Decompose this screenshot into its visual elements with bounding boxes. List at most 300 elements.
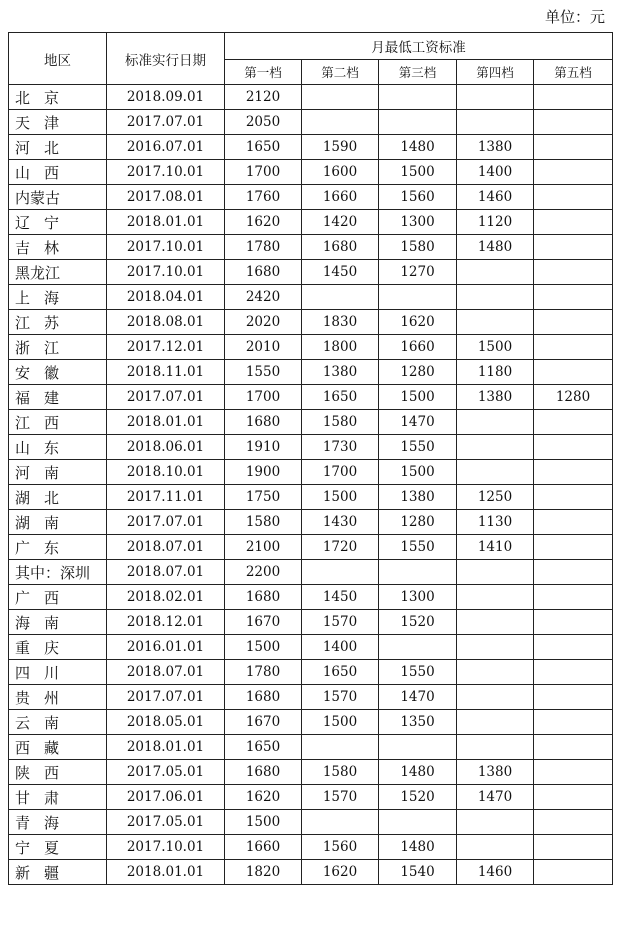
cell-tier-4	[457, 660, 534, 685]
table-row	[9, 710, 613, 735]
cell-region	[9, 660, 107, 685]
table-row	[9, 460, 613, 485]
cell-tier-3	[379, 735, 457, 760]
cell-tier-4: 1180	[457, 360, 534, 385]
cell-tier-1: 1620	[225, 785, 302, 810]
header-group: 月最低工资标准	[225, 33, 613, 60]
cell-tier-5	[534, 835, 613, 860]
table-row	[9, 610, 613, 635]
cell-date: 2018.11.01	[107, 360, 225, 385]
table-row	[9, 835, 613, 860]
cell-tier-4	[457, 260, 534, 285]
cell-tier-4: 1480	[457, 235, 534, 260]
cell-tier-3: 1300	[379, 210, 457, 235]
cell-tier-5	[534, 135, 613, 160]
cell-tier-3: 1620	[379, 310, 457, 335]
cell-tier-5	[534, 235, 613, 260]
cell-region	[9, 785, 107, 810]
cell-tier-3	[379, 560, 457, 585]
cell-tier-2: 1680	[302, 235, 379, 260]
cell-date: 2017.07.01	[107, 385, 225, 410]
cell-tier-1: 1650	[225, 735, 302, 760]
cell-date: 2017.08.01	[107, 185, 225, 210]
cell-region	[9, 510, 107, 535]
cell-date: 2018.07.01	[107, 560, 225, 585]
cell-region-text: 西藏	[15, 738, 74, 757]
cell-tier-2: 1400	[302, 635, 379, 660]
cell-date: 2018.12.01	[107, 610, 225, 635]
cell-tier-1: 1760	[225, 185, 302, 210]
cell-region	[9, 635, 107, 660]
cell-date: 2017.10.01	[107, 835, 225, 860]
cell-tier-3: 1520	[379, 785, 457, 810]
cell-date: 2018.08.01	[107, 310, 225, 335]
cell-tier-5	[534, 685, 613, 710]
cell-tier-3: 1300	[379, 585, 457, 610]
table-row	[9, 210, 613, 235]
cell-tier-2: 1420	[302, 210, 379, 235]
header-date: 标准实行日期	[107, 33, 225, 85]
cell-tier-4: 1400	[457, 160, 534, 185]
cell-tier-5	[534, 85, 613, 110]
cell-tier-2: 1430	[302, 510, 379, 535]
cell-tier-4	[457, 110, 534, 135]
cell-tier-5	[534, 410, 613, 435]
cell-region-text: 黑龙江	[15, 263, 61, 282]
cell-tier-1: 1620	[225, 210, 302, 235]
table-row	[9, 310, 613, 335]
cell-tier-4	[457, 85, 534, 110]
cell-region	[9, 560, 107, 585]
cell-tier-3: 1350	[379, 710, 457, 735]
table-row	[9, 285, 613, 310]
cell-date: 2017.12.01	[107, 335, 225, 360]
table-row	[9, 635, 613, 660]
cell-tier-1: 1700	[225, 160, 302, 185]
cell-tier-4: 1500	[457, 335, 534, 360]
cell-tier-5	[534, 785, 613, 810]
cell-tier-5	[534, 585, 613, 610]
cell-tier-1: 2100	[225, 535, 302, 560]
cell-tier-3: 1500	[379, 460, 457, 485]
table-row	[9, 585, 613, 610]
cell-tier-5	[534, 435, 613, 460]
cell-tier-3	[379, 110, 457, 135]
cell-tier-3	[379, 810, 457, 835]
cell-region	[9, 310, 107, 335]
cell-tier-1: 1680	[225, 760, 302, 785]
cell-tier-3: 1540	[379, 860, 457, 885]
cell-date: 2018.04.01	[107, 285, 225, 310]
cell-tier-3: 1470	[379, 410, 457, 435]
cell-tier-1: 1900	[225, 460, 302, 485]
cell-region-text: 青海	[15, 813, 74, 832]
cell-region	[9, 535, 107, 560]
cell-tier-4: 1460	[457, 185, 534, 210]
cell-tier-3: 1480	[379, 835, 457, 860]
cell-region-text: 山西	[15, 163, 74, 182]
table-row	[9, 335, 613, 360]
cell-tier-3: 1270	[379, 260, 457, 285]
cell-tier-4: 1380	[457, 135, 534, 160]
cell-tier-4	[457, 435, 534, 460]
cell-region	[9, 85, 107, 110]
cell-tier-5	[534, 335, 613, 360]
cell-tier-2: 1450	[302, 260, 379, 285]
cell-region	[9, 710, 107, 735]
cell-tier-5	[534, 360, 613, 385]
cell-region-text: 上海	[15, 288, 74, 307]
cell-region-text: 天津	[15, 113, 74, 132]
cell-region	[9, 185, 107, 210]
table-row	[9, 560, 613, 585]
cell-tier-4: 1120	[457, 210, 534, 235]
cell-region-text: 山东	[15, 438, 74, 457]
cell-tier-4	[457, 610, 534, 635]
cell-tier-2: 1450	[302, 585, 379, 610]
table-row	[9, 385, 613, 410]
cell-tier-2: 1580	[302, 760, 379, 785]
cell-region-text: 湖南	[15, 513, 74, 532]
cell-region-text: 广西	[15, 588, 74, 607]
cell-tier-2	[302, 560, 379, 585]
cell-date: 2017.10.01	[107, 260, 225, 285]
cell-tier-2: 1730	[302, 435, 379, 460]
cell-region-text: 四川	[15, 663, 74, 682]
table-row	[9, 860, 613, 885]
cell-tier-2: 1570	[302, 610, 379, 635]
cell-tier-4: 1250	[457, 485, 534, 510]
cell-tier-5	[534, 260, 613, 285]
cell-tier-1: 2200	[225, 560, 302, 585]
cell-region-text: 甘肃	[15, 788, 74, 807]
cell-region	[9, 760, 107, 785]
cell-tier-5	[534, 285, 613, 310]
cell-tier-1: 1780	[225, 660, 302, 685]
cell-tier-1: 1660	[225, 835, 302, 860]
cell-tier-5	[534, 610, 613, 635]
cell-region	[9, 360, 107, 385]
cell-tier-5: 1280	[534, 385, 613, 410]
cell-tier-5	[534, 485, 613, 510]
cell-tier-5	[534, 210, 613, 235]
cell-region-text: 新疆	[15, 863, 74, 882]
cell-region	[9, 335, 107, 360]
cell-tier-4	[457, 560, 534, 585]
cell-tier-1: 1500	[225, 810, 302, 835]
cell-tier-5	[534, 860, 613, 885]
cell-date: 2017.10.01	[107, 235, 225, 260]
cell-tier-5	[534, 810, 613, 835]
cell-region	[9, 260, 107, 285]
table-row	[9, 535, 613, 560]
cell-date: 2018.02.01	[107, 585, 225, 610]
cell-region	[9, 835, 107, 860]
cell-tier-3: 1280	[379, 360, 457, 385]
cell-region-text: 浙江	[15, 338, 74, 357]
header-tier-2: 第二档	[302, 60, 379, 85]
cell-tier-1: 2420	[225, 285, 302, 310]
cell-tier-2	[302, 285, 379, 310]
cell-date: 2017.05.01	[107, 760, 225, 785]
table-row	[9, 760, 613, 785]
table-row	[9, 235, 613, 260]
cell-tier-4	[457, 310, 534, 335]
cell-region-text: 其中：深圳	[15, 563, 91, 582]
cell-tier-1: 1550	[225, 360, 302, 385]
cell-region-text: 海南	[15, 613, 74, 632]
minimum-wage-table	[8, 32, 613, 885]
cell-tier-5	[534, 560, 613, 585]
cell-region	[9, 485, 107, 510]
cell-date: 2017.10.01	[107, 160, 225, 185]
cell-tier-4: 1380	[457, 385, 534, 410]
cell-tier-2	[302, 735, 379, 760]
cell-region	[9, 585, 107, 610]
cell-tier-4	[457, 810, 534, 835]
cell-tier-5	[534, 110, 613, 135]
cell-tier-2: 1660	[302, 185, 379, 210]
cell-tier-3	[379, 85, 457, 110]
table-row	[9, 735, 613, 760]
cell-region-text: 江苏	[15, 313, 74, 332]
cell-region-text: 广东	[15, 538, 74, 557]
cell-tier-5	[534, 710, 613, 735]
cell-region	[9, 285, 107, 310]
cell-tier-2: 1620	[302, 860, 379, 885]
cell-date: 2018.07.01	[107, 535, 225, 560]
cell-date: 2017.07.01	[107, 110, 225, 135]
cell-region	[9, 135, 107, 160]
table-row	[9, 260, 613, 285]
cell-tier-2: 1580	[302, 410, 379, 435]
cell-region-text: 吉林	[15, 238, 74, 257]
cell-tier-4	[457, 685, 534, 710]
cell-tier-1: 1680	[225, 410, 302, 435]
cell-tier-1: 1820	[225, 860, 302, 885]
cell-region	[9, 435, 107, 460]
table-row	[9, 160, 613, 185]
table-row	[9, 485, 613, 510]
cell-tier-2: 1650	[302, 385, 379, 410]
cell-tier-1: 2020	[225, 310, 302, 335]
cell-tier-1: 1670	[225, 710, 302, 735]
cell-region-text: 内蒙古	[15, 188, 61, 207]
cell-tier-5	[534, 460, 613, 485]
cell-date: 2016.07.01	[107, 135, 225, 160]
table-row	[9, 810, 613, 835]
cell-tier-5	[534, 535, 613, 560]
cell-tier-5	[534, 660, 613, 685]
cell-date: 2018.10.01	[107, 460, 225, 485]
table-row	[9, 785, 613, 810]
cell-tier-2: 1600	[302, 160, 379, 185]
cell-region	[9, 460, 107, 485]
cell-tier-2: 1380	[302, 360, 379, 385]
cell-region-text: 宁夏	[15, 838, 74, 857]
cell-date: 2017.05.01	[107, 810, 225, 835]
cell-region	[9, 210, 107, 235]
cell-tier-2: 1800	[302, 335, 379, 360]
cell-tier-4: 1380	[457, 760, 534, 785]
cell-tier-1: 1780	[225, 235, 302, 260]
cell-tier-2: 1500	[302, 485, 379, 510]
table-row	[9, 660, 613, 685]
cell-date: 2016.01.01	[107, 635, 225, 660]
cell-tier-3: 1550	[379, 435, 457, 460]
cell-tier-4	[457, 585, 534, 610]
cell-tier-1: 1680	[225, 260, 302, 285]
cell-tier-1: 1580	[225, 510, 302, 535]
cell-region-text: 河北	[15, 138, 74, 157]
cell-region	[9, 235, 107, 260]
cell-date: 2017.11.01	[107, 485, 225, 510]
cell-tier-4: 1460	[457, 860, 534, 885]
cell-tier-2: 1500	[302, 710, 379, 735]
cell-tier-3: 1520	[379, 610, 457, 635]
cell-tier-2: 1570	[302, 785, 379, 810]
cell-region	[9, 610, 107, 635]
cell-tier-1: 1680	[225, 685, 302, 710]
cell-date: 2017.06.01	[107, 785, 225, 810]
cell-date: 2018.01.01	[107, 735, 225, 760]
cell-region	[9, 810, 107, 835]
cell-tier-3: 1380	[379, 485, 457, 510]
cell-tier-2	[302, 110, 379, 135]
cell-tier-4	[457, 710, 534, 735]
cell-region	[9, 410, 107, 435]
cell-tier-4: 1130	[457, 510, 534, 535]
header-tier-3: 第三档	[379, 60, 457, 85]
cell-date: 2018.06.01	[107, 435, 225, 460]
cell-tier-4	[457, 635, 534, 660]
table-row	[9, 360, 613, 385]
cell-region	[9, 735, 107, 760]
cell-tier-5	[534, 735, 613, 760]
cell-region-text: 江西	[15, 413, 74, 432]
cell-tier-1: 1750	[225, 485, 302, 510]
cell-tier-4	[457, 460, 534, 485]
table-row	[9, 135, 613, 160]
cell-tier-2	[302, 810, 379, 835]
cell-tier-1: 1650	[225, 135, 302, 160]
cell-tier-3: 1480	[379, 760, 457, 785]
cell-tier-3	[379, 285, 457, 310]
cell-tier-3: 1550	[379, 535, 457, 560]
cell-tier-1: 1670	[225, 610, 302, 635]
cell-region	[9, 385, 107, 410]
cell-date: 2018.01.01	[107, 860, 225, 885]
cell-tier-3	[379, 635, 457, 660]
cell-tier-3: 1580	[379, 235, 457, 260]
cell-region-text: 福建	[15, 388, 74, 407]
cell-tier-2: 1830	[302, 310, 379, 335]
cell-tier-3: 1500	[379, 385, 457, 410]
cell-region	[9, 685, 107, 710]
table-row	[9, 185, 613, 210]
cell-region-text: 云南	[15, 713, 74, 732]
cell-region-text: 湖北	[15, 488, 74, 507]
cell-region-text: 陕西	[15, 763, 74, 782]
header-tier-4: 第四档	[457, 60, 534, 85]
cell-region	[9, 860, 107, 885]
cell-tier-4	[457, 285, 534, 310]
cell-tier-2: 1700	[302, 460, 379, 485]
cell-tier-1: 1680	[225, 585, 302, 610]
cell-tier-4	[457, 735, 534, 760]
cell-tier-1: 2120	[225, 85, 302, 110]
cell-tier-2	[302, 85, 379, 110]
cell-tier-3: 1280	[379, 510, 457, 535]
cell-region-text: 北京	[15, 88, 74, 107]
cell-tier-5	[534, 310, 613, 335]
table-row	[9, 435, 613, 460]
cell-tier-5	[534, 635, 613, 660]
header-tier-1: 第一档	[225, 60, 302, 85]
table-body	[9, 85, 613, 885]
table-row	[9, 510, 613, 535]
cell-tier-4: 1470	[457, 785, 534, 810]
header-tier-5: 第五档	[534, 60, 613, 85]
cell-tier-3: 1480	[379, 135, 457, 160]
cell-date: 2018.01.01	[107, 210, 225, 235]
cell-date: 2018.01.01	[107, 410, 225, 435]
cell-tier-4: 1410	[457, 535, 534, 560]
cell-tier-2: 1570	[302, 685, 379, 710]
cell-tier-2: 1560	[302, 835, 379, 860]
cell-region	[9, 110, 107, 135]
cell-tier-4	[457, 410, 534, 435]
header-region: 地区	[9, 33, 107, 85]
table-row	[9, 410, 613, 435]
cell-tier-1: 1500	[225, 635, 302, 660]
cell-tier-1: 2010	[225, 335, 302, 360]
cell-date: 2017.07.01	[107, 685, 225, 710]
cell-region-text: 河南	[15, 463, 74, 482]
table-row	[9, 110, 613, 135]
cell-tier-3: 1500	[379, 160, 457, 185]
cell-tier-2: 1720	[302, 535, 379, 560]
cell-tier-1: 1910	[225, 435, 302, 460]
cell-tier-3: 1550	[379, 660, 457, 685]
cell-tier-2: 1650	[302, 660, 379, 685]
cell-tier-5	[534, 185, 613, 210]
cell-date: 2018.05.01	[107, 710, 225, 735]
cell-tier-5	[534, 510, 613, 535]
cell-tier-5	[534, 760, 613, 785]
cell-region-text: 重庆	[15, 638, 74, 657]
cell-tier-3: 1560	[379, 185, 457, 210]
cell-region-text: 辽宁	[15, 213, 74, 232]
cell-tier-2: 1590	[302, 135, 379, 160]
cell-tier-1: 1700	[225, 385, 302, 410]
cell-tier-3: 1470	[379, 685, 457, 710]
unit-label: 单位：元	[544, 8, 605, 26]
cell-date: 2018.09.01	[107, 85, 225, 110]
cell-date: 2018.07.01	[107, 660, 225, 685]
table-header	[9, 33, 613, 85]
cell-region-text: 安徽	[15, 363, 74, 382]
cell-tier-3: 1660	[379, 335, 457, 360]
cell-tier-1: 2050	[225, 110, 302, 135]
table-row	[9, 685, 613, 710]
cell-tier-5	[534, 160, 613, 185]
cell-region-text: 贵州	[15, 688, 74, 707]
cell-tier-4	[457, 835, 534, 860]
cell-date: 2017.07.01	[107, 510, 225, 535]
cell-region	[9, 160, 107, 185]
table-row	[9, 85, 613, 110]
